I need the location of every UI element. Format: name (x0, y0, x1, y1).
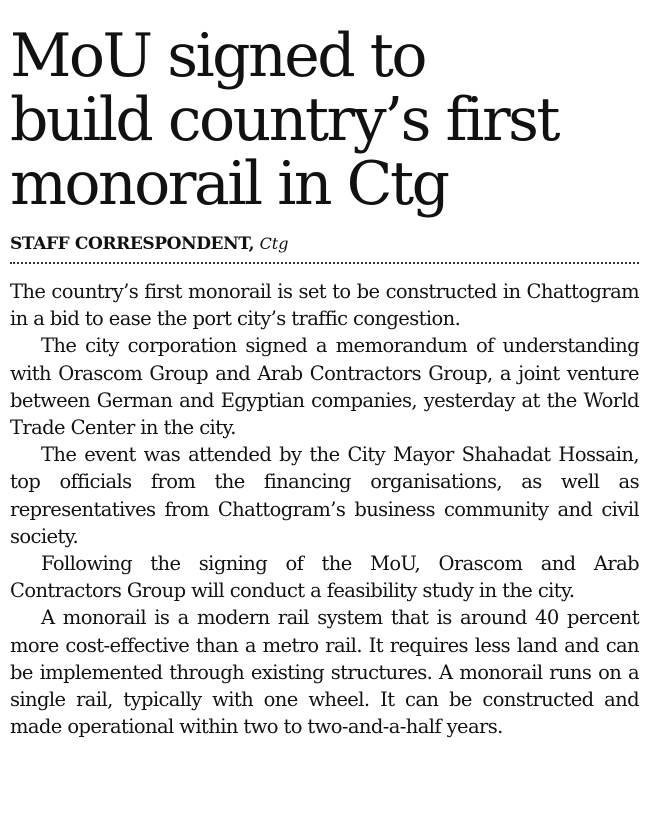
paragraph-1: The country’s first monorail is set to be constructed in Chattogram in a bid to ease the port city’s traffic congestion. (10, 280, 639, 331)
paragraph-4: Following the signing of the MoU, Orascom and Arab Contractors Group will conduct a feasibility study in the city. (10, 552, 639, 603)
paragraph-3: The event was attended by the City Mayor Shahadat Hossain, top officials from the financing organisations, as well as representatives from Chattogram’s business community and civil society. (10, 443, 639, 548)
paragraph-2: The city corporation signed a memorandum of understanding with Orascom Group and Arab Contractors Group, a joint venture between German and Egyptian companies, yesterday at the World Trade Center in the city. (10, 334, 639, 440)
article-body (10, 278, 639, 740)
headline-line-1: MoU signed to (10, 21, 425, 91)
news-article (10, 0, 639, 740)
dotted-divider (10, 262, 639, 264)
paragraph-5: A monorail is a modern rail system that is around 40 percent more cost-effective than a metro rail. It requires less land and can be implemented through existing structures. A monorail runs on a single rail, typically with one wheel. It can be constructed and made operational within two to two-and-a-half years. (10, 606, 639, 739)
headline (10, 0, 639, 219)
byline-location: Ctg (259, 234, 289, 253)
byline-author: STAFF CORRESPONDENT, (10, 234, 255, 254)
byline (10, 232, 639, 256)
headline-line-3: monorail in Ctg (10, 149, 448, 219)
headline-line-2: build country’s first (10, 85, 559, 155)
